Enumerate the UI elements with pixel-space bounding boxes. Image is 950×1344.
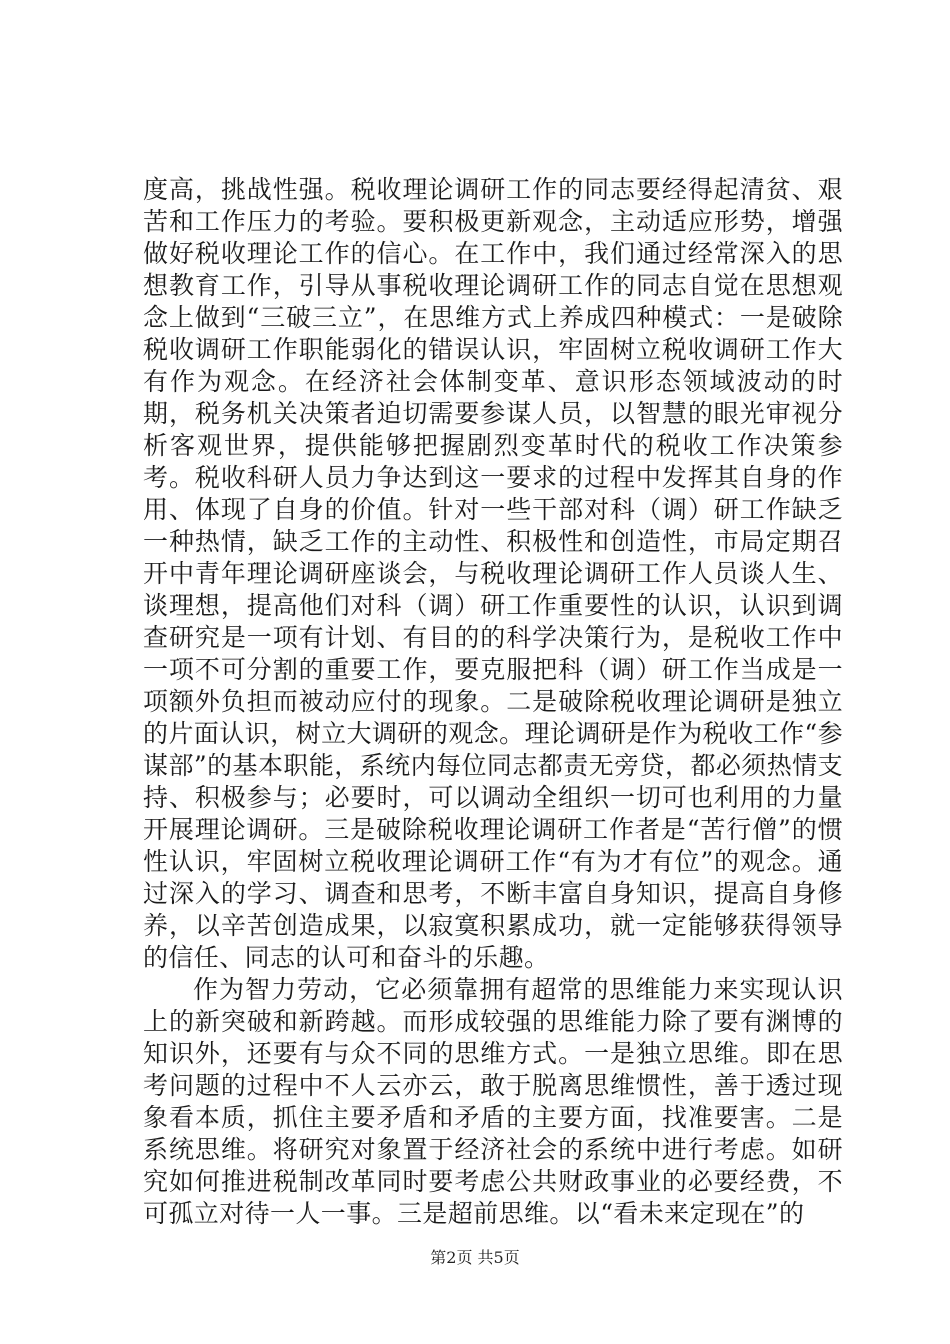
page-number: 第2页 共5页 <box>430 1248 520 1267</box>
paragraph-1: 度高，挑战性强。税收理论调研工作的同志要经得起清贫、艰苦和工作压力的考验。要积极更新观念，主动适应形势，增强做好税收理论工作的信心。在工作中，我们通过经常深入的思想教育工作，引导从事税收理论调研工作的同志自觉在思想观念上做到“三破三立”，在思维方式上养成四种模式：一是破除税收调研工作职能弱化的错误认识，牢固树立税收调研工作大有作为观念。在经济社会体制变革、意识形态领域波动的时期，税务机关决策者迫切需要参谋人员，以智慧的眼光审视分析客观世界，提供能够把握剧烈变革时代的税收工作决策参考。税收科研人员力争达到这一要求的过程中发挥其自身的作用、体现了自身的价值。针对一些干部对科（调）研工作缺乏一种热情，缺乏工作的主动性、积极性和创造性，市局定期召开中青年理论调研座谈会，与税收理论调研工作人员谈人生、谈理想，提高他们对科（调）研工作重要性的认识，认识到调查研究是一项有计划、有目的的科学决策行为，是税收工作中一项不可分割的重要工作，要克服把科（调）研工作当成是一项额外负担而被动应付的现象。二是破除税收理论调研是独立的片面认识，树立大调研的观念。理论调研是作为税收工作“参谋部”的基本职能，系统内每位同志都责无旁贷，都必须热情支持、积极参与；必要时，可以调动全组织一切可也利用的力量开展理论调研。三是破除税收理论调研工作者是“苦行僧”的惯性认识，牢固树立税收理论调研工作“有为才有位”的观念。通过深入的学习、调查和思考，不断丰富自身知识，提高自身修养，以辛苦创造成果，以寂寞积累成功，就一定能够获得领导的信任、同志的认可和奋斗的乐趣。 <box>143 175 843 972</box>
paragraph-2: 作为智力劳动，它必须靠拥有超常的思维能力来实现认识上的新突破和新跨越。而形成较强的思维能力除了要有渊博的知识外，还要有与众不同的思维方式。一是独立思维。即在思考问题的过程中不人云亦云，敢于脱离思维惯性，善于透过现象看本质，抓住主要矛盾和矛盾的主要方面，找准要害。二是系统思维。将研究对象置于经济社会的系统中进行考虑。如研究如何推进税制改革同时要考虑公共财政事业的必要经费，不可孤立对待一人一事。三是超前思维。以“看未来定现在”的 <box>143 975 843 1228</box>
page-footer <box>0 1245 950 1268</box>
body-text <box>143 174 843 1230</box>
